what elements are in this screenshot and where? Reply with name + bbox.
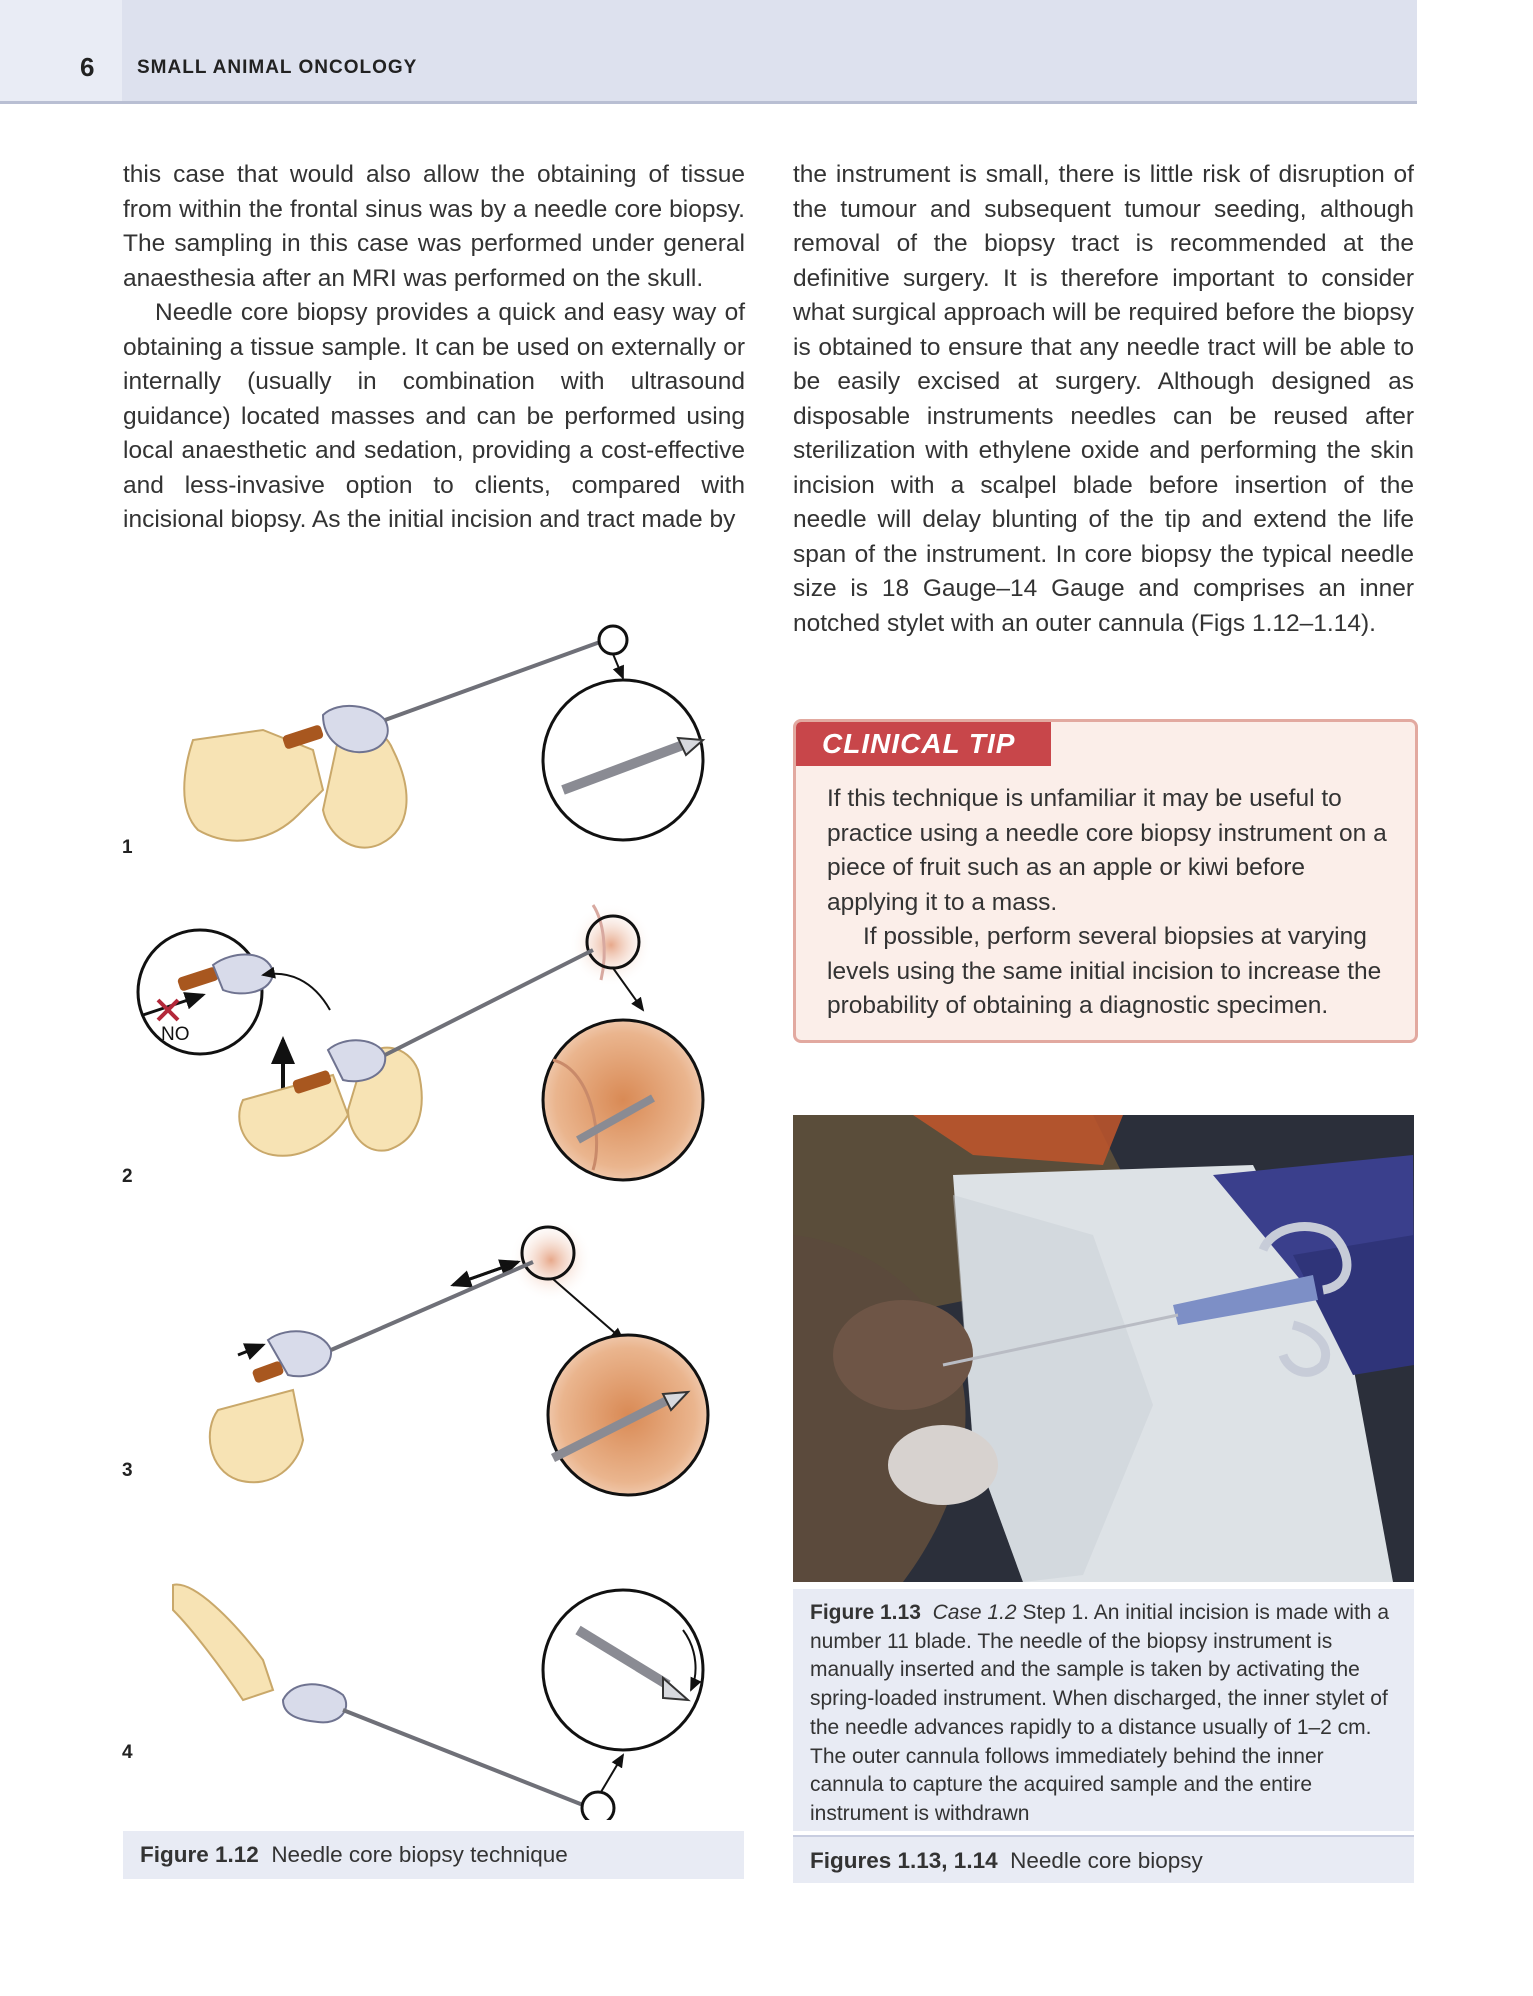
clinical-tip-label: CLINICAL TIP [796, 722, 1051, 766]
figures-1-13-1-14-caption [793, 1835, 1414, 1883]
figures-1-13-1-14-caption-label: Figures 1.13, 1.14 [810, 1848, 998, 1873]
page-number-box [0, 0, 122, 101]
figure-1-12-caption-text: Needle core biopsy technique [271, 1842, 568, 1867]
page-number: 6 [80, 52, 95, 82]
clinical-tip-box [793, 719, 1418, 1043]
left-paragraph-1: this case that would also allow the obtaining of tissue from within the frontal sinus was by a needle core biopsy. The sampling in this case was performed under general anaesthesia after an MRI was performed on the skull. [123, 161, 745, 292]
right-paragraph-1: the instrument is small, there is little risk of disruption of the tumour and subsequent tumour seeding, although removal of the biopsy tract is recommended at the definitive surgery. It is therefore important to consider what surgical approach will be required before the biopsy is obtained to ensure that any needle tract will be able to be easily excised at surgery. Although designed as disposable instruments needles can be reused after sterilization with ethylene oxide and performing the skin incision with a scalpel blade before insertion of the needle will delay blunting of the tip and extend the life span of the instrument. In core biopsy the typical needle size is 18 Gauge–14 Gauge and comprises an inner notched stylet with an outer cannula (Figs 1.12–1.14). [793, 161, 1414, 637]
figures-1-13-1-14-caption-text: Needle core biopsy [1010, 1848, 1203, 1873]
step-label-1: 1 [122, 837, 133, 858]
figure-1-12-caption [123, 1831, 744, 1879]
step-4-drawing [173, 1585, 703, 1820]
right-text-column [793, 158, 1414, 641]
clinical-tip-paragraph-1: If this technique is unfamiliar it may be useful to practice using a needle core biopsy instrument on a piece of fruit such as an apple or kiwi before applying it to a mass. [827, 785, 1387, 916]
left-text-column [123, 158, 745, 538]
figure-1-13-caption-label: Figure 1.13 [810, 1601, 921, 1624]
step-label-2: 2 [122, 1166, 133, 1187]
step-2-drawing [138, 903, 703, 1180]
needle-biopsy-illustration [123, 620, 763, 1820]
left-paragraph-2: Needle core biopsy provides a quick and easy way of obtaining a tissue sample. It can be used on externally or internally (usually in combination with ultrasound guidance) located masses and can be performed using local anaesthetic and sedation, providing a cost-effective and less-invasive option to clients, compared with incisional biopsy. As the initial incision and tract made by [123, 299, 745, 533]
running-title: SMALL ANIMAL ONCOLOGY [137, 57, 418, 78]
clinical-tip-body [827, 782, 1393, 1024]
no-label: NO [161, 1024, 190, 1045]
figure-1-13-caption [793, 1589, 1414, 1831]
step-label-4: 4 [122, 1742, 133, 1763]
step-1-drawing [184, 626, 703, 848]
figure-1-13-caption-text: Step 1. An initial incision is made with a number 11 blade. The needle of the biopsy instrument is manually inserted and the sample is taken by activating the spring-loaded instrument. When discharged, the inner stylet of the needle advances rapidly to a distance usually of 1–2 cm. The outer cannula follows immediately behind the inner cannula to capture the acquired sample and the entire instrument is withdrawn [810, 1601, 1389, 1825]
figure-1-12-caption-label: Figure 1.12 [140, 1842, 259, 1867]
biopsy-photo [793, 1115, 1414, 1582]
step-3-drawing [210, 1218, 708, 1495]
page-header [0, 0, 1417, 104]
figure-1-13-caption-case: Case 1.2 [932, 1601, 1017, 1624]
biopsy-photo-drawing [793, 1115, 1414, 1582]
step-label-3: 3 [122, 1460, 133, 1481]
clinical-tip-paragraph-2: If possible, perform several biopsies at varying levels using the same initial incision to increase the probability of obtaining a diagnostic specimen. [827, 923, 1382, 1019]
